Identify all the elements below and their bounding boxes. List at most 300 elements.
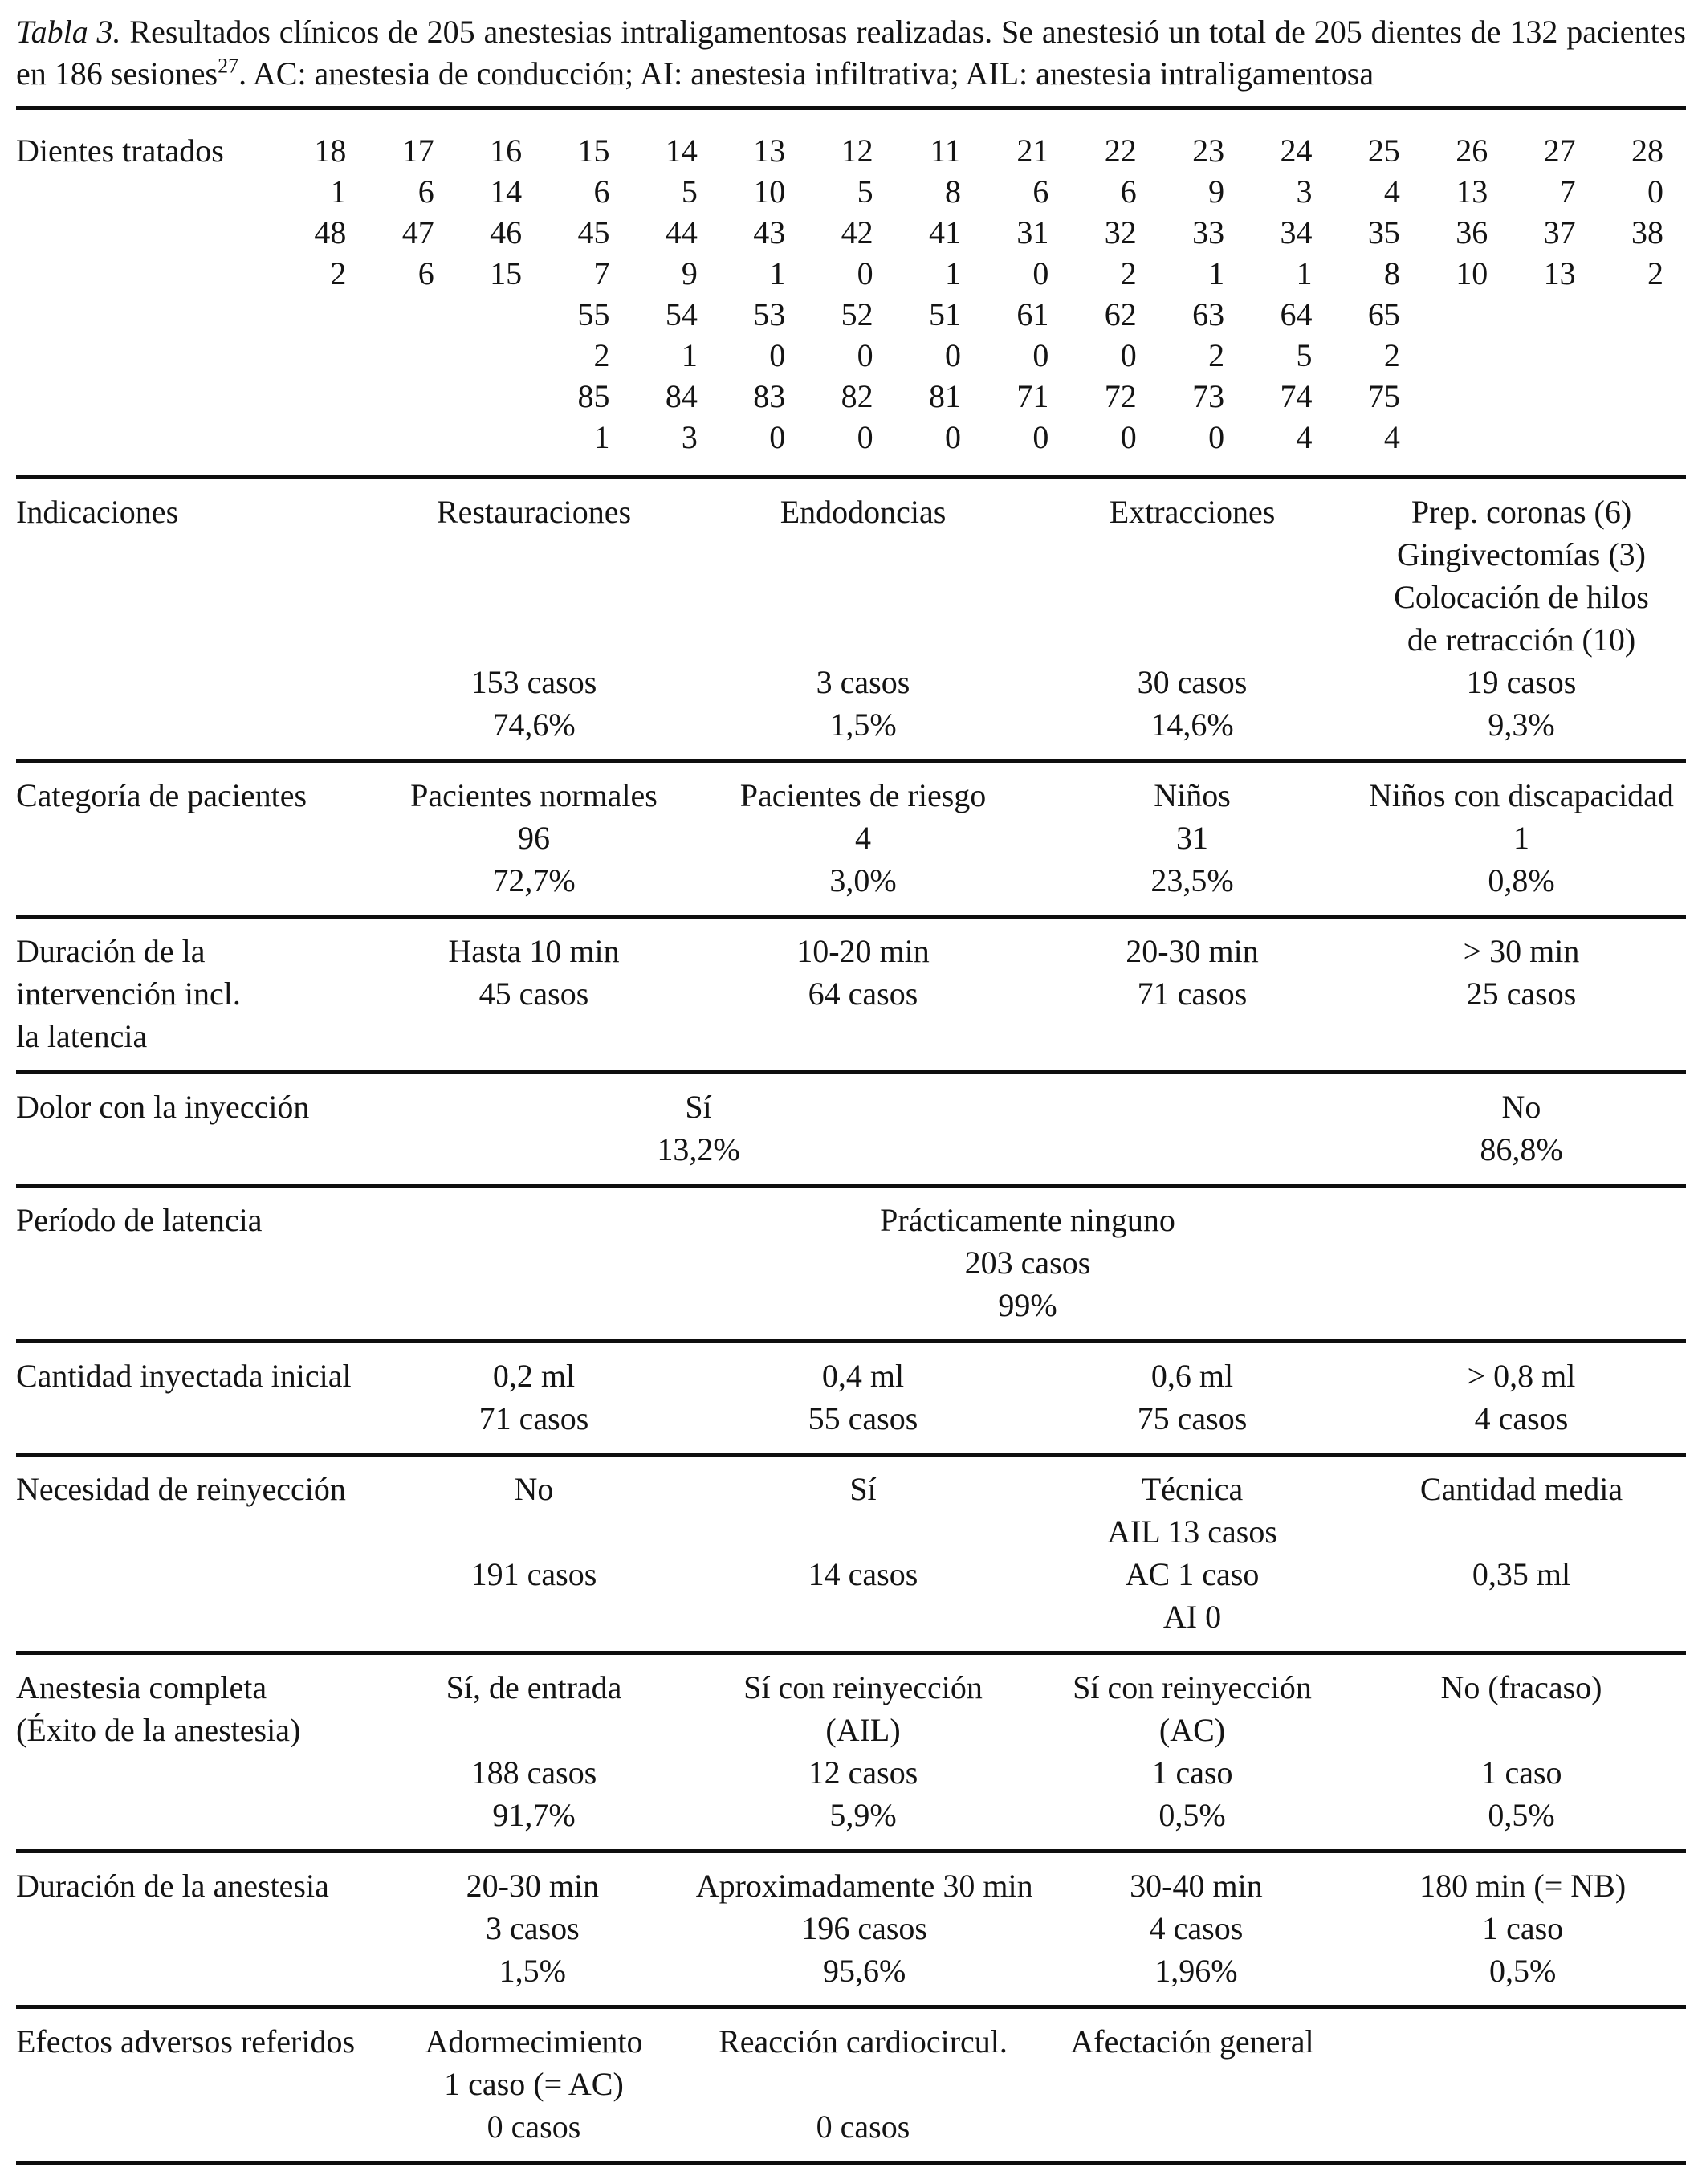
section-cell-line: 71 casos [478, 1400, 589, 1436]
section-label-line: Necesidad de reinyección [16, 1471, 346, 1507]
tooth-cell: 4 [1296, 419, 1313, 455]
section-cell-line: 1 caso [1482, 1910, 1564, 1946]
tooth-cell: 38 [1631, 214, 1663, 251]
section-cell-line [1357, 1595, 1686, 1638]
section-cell-line: AI 0 [1162, 1599, 1222, 1635]
section-column [698, 2020, 1028, 2148]
section-cell-line: 91,7% [492, 1797, 576, 1833]
tooth-cell [1423, 376, 1510, 417]
section-column [1357, 1666, 1686, 1836]
tooth-cell: 44 [665, 214, 698, 251]
tooth-cell: 85 [577, 378, 610, 414]
section-cell-line: 196 casos [801, 1910, 927, 1946]
tooth-cell: 23 [1192, 132, 1225, 169]
section-indicaciones [16, 479, 1686, 759]
section-cell-line: 0,5% [1488, 1797, 1555, 1833]
section-column [369, 1468, 698, 1638]
tooth-cell: 15 [490, 255, 523, 291]
section-label [16, 930, 369, 1057]
section-cell-line: Sí, de entrada [446, 1669, 622, 1705]
section-cell-line: Prácticamente ninguno [880, 1202, 1175, 1238]
tooth-cell: 0 [945, 419, 961, 455]
section-label-line: Dolor con la inyección [16, 1089, 310, 1125]
tooth-cell: 0 [857, 337, 873, 373]
tooth-cell: 55 [577, 296, 610, 332]
tooth-cell [1423, 417, 1510, 458]
section-cell-line: 55 casos [808, 1400, 918, 1436]
tooth-cell: 0 [1208, 419, 1225, 455]
tooth-cell: 65 [1367, 296, 1400, 332]
section-column [698, 491, 1028, 746]
section-label [16, 1666, 369, 1836]
tooth-cell: 37 [1543, 214, 1576, 251]
section-cell-line: Niños [1154, 777, 1231, 813]
tooth-cell: 45 [577, 214, 610, 251]
section-label [16, 2020, 369, 2148]
tooth-cell: 42 [841, 214, 873, 251]
tooth-cell: 2 [330, 255, 347, 291]
section-cell-line: Restauraciones [436, 494, 632, 530]
tooth-cell: 9 [681, 255, 698, 291]
tooth-cell: 0 [1032, 337, 1049, 373]
section-cell-line: Adormecimiento [425, 2023, 643, 2060]
tooth-cell: 35 [1367, 214, 1400, 251]
tooth-cell: 1 [769, 255, 786, 291]
tooth-cell: 15 [577, 132, 610, 169]
section-cell-line: 23,5% [1150, 862, 1234, 898]
section-anestesia-completa [16, 1655, 1686, 1849]
section-cell-line: 1 caso [1151, 1754, 1233, 1791]
section-column [696, 1864, 1033, 1992]
section-column [1357, 1468, 1686, 1638]
tooth-cell: 25 [1367, 132, 1400, 169]
section-cell-line: No [514, 1471, 554, 1507]
section-column [698, 1199, 1357, 1326]
section-cell-line: No [1501, 1089, 1541, 1125]
section-label [16, 1086, 369, 1171]
section-cell-line: Niños con discapacidad [1369, 777, 1674, 813]
section-cell-line [1357, 1510, 1686, 1553]
section-cell-line: 75 casos [1137, 1400, 1248, 1436]
section-cell-line: Reacción cardiocircul. [719, 2023, 1008, 2060]
section-column [1028, 774, 1357, 902]
tooth-cell: 0 [769, 419, 786, 455]
tooth-cell [1423, 294, 1510, 335]
tooth-cell: 61 [1016, 296, 1049, 332]
tooth-cell: 1 [1296, 255, 1313, 291]
section-cell-line [1028, 533, 1357, 576]
tooth-cell: 0 [1120, 337, 1137, 373]
tooth-cell: 26 [1456, 132, 1488, 169]
tooth-cell: 5 [681, 173, 698, 210]
tooth-cell: 0 [1032, 419, 1049, 455]
section-label-line: (Éxito de la anestesia) [16, 1712, 301, 1748]
section-cell-line: 180 min (= NB) [1419, 1868, 1627, 1904]
tooth-cell: 1 [681, 337, 698, 373]
tooth-cell: 43 [753, 214, 786, 251]
tooth-cell: 2 [1208, 337, 1225, 373]
tooth-cell: 0 [857, 419, 873, 455]
tooth-cell [1510, 335, 1598, 376]
section-cell-line: Sí [685, 1089, 712, 1125]
tooth-cell [281, 294, 368, 335]
section-column [1028, 930, 1357, 1057]
section-column [1357, 774, 1686, 902]
tooth-cell: 1 [945, 255, 961, 291]
tooth-cell [1598, 417, 1686, 458]
tooth-cell: 11 [930, 132, 961, 169]
section-column [1028, 1355, 1357, 1440]
tooth-cell: 9 [1208, 173, 1225, 210]
tooth-cell: 63 [1192, 296, 1225, 332]
section-column [1357, 1355, 1686, 1440]
section-cell-line: 31 [1176, 820, 1208, 856]
tooth-cell: 46 [490, 214, 523, 251]
section-categoria-de-pacientes [16, 763, 1686, 915]
section-label-line: la latencia [16, 1018, 148, 1054]
section-cell-line: Cantidad media [1419, 1471, 1623, 1507]
section-cell-line: Pacientes de riesgo [739, 777, 987, 813]
tooth-cell: 27 [1543, 132, 1576, 169]
section-column [698, 774, 1028, 902]
section-cell-line: 153 casos [470, 664, 597, 700]
section-cell-line: 0,5% [1488, 1953, 1557, 1989]
tooth-cell [281, 335, 368, 376]
section-column [1359, 1864, 1686, 1992]
tooth-cell [1598, 335, 1686, 376]
section-cell-line: AIL 13 casos [1107, 1514, 1277, 1550]
tooth-cell: 3 [681, 419, 698, 455]
section-cell-line: 0,35 ml [1472, 1556, 1571, 1592]
tooth-cell: 6 [1120, 173, 1137, 210]
section-column [369, 1864, 696, 1992]
tooth-cell [1598, 294, 1686, 335]
citation-superscript: 27 [218, 54, 239, 78]
tooth-cell: 2 [1647, 255, 1663, 291]
tooth-cell: 2 [1120, 255, 1137, 291]
section-cell-line: 72,7% [492, 862, 576, 898]
section-cell-line [1028, 618, 1357, 661]
section-label-line: Anestesia completa [16, 1669, 267, 1705]
tooth-cell: 22 [1104, 132, 1137, 169]
section-cell-line [698, 576, 1028, 618]
tooth-cell: 6 [593, 173, 610, 210]
section-cell-line: > 30 min [1463, 933, 1580, 969]
tooth-cell: 0 [857, 255, 873, 291]
section-label [16, 491, 369, 746]
tooth-cell: 32 [1104, 214, 1137, 251]
section-cantidad-inyectada-inicial [16, 1343, 1686, 1453]
section-cell-line: 0,2 ml [492, 1358, 576, 1394]
section-cell-line: 99% [998, 1287, 1057, 1323]
section-cell-line: 64 casos [808, 976, 918, 1012]
tooth-cell: 5 [857, 173, 873, 210]
section-column [369, 1355, 698, 1440]
tooth-cell: 7 [593, 255, 610, 291]
tooth-cell [1510, 376, 1598, 417]
tooth-cell [368, 376, 456, 417]
tooth-cell: 14 [665, 132, 698, 169]
section-cell-line: 4 casos [1149, 1910, 1244, 1946]
section-cell-line: 1,5% [499, 1953, 566, 1989]
table-caption [16, 11, 1686, 95]
tooth-cell: 6 [417, 255, 434, 291]
section-duracion-intervencion [16, 919, 1686, 1070]
tooth-cell: 47 [401, 214, 434, 251]
section-label-line: Categoría de pacientes [16, 777, 307, 813]
section-cell-line: 0 casos [816, 2109, 910, 2145]
section-cell-line: 10-20 min [796, 933, 930, 969]
section-cell-line: Sí [849, 1471, 877, 1507]
section-cell-line: 3,0% [829, 862, 897, 898]
section-cell-line: Colocación de hilos [1394, 579, 1649, 615]
tooth-cell: 53 [753, 296, 786, 332]
section-cell-line: Prep. coronas (6) [1411, 494, 1632, 530]
tooth-cell: 13 [1543, 255, 1576, 291]
section-cell-line: 45 casos [478, 976, 589, 1012]
tooth-cell: 0 [1032, 255, 1049, 291]
tooth-cell: 18 [314, 132, 347, 169]
tooth-cell: 14 [490, 173, 523, 210]
tooth-cell: 2 [593, 337, 610, 373]
tooth-cell [457, 417, 544, 458]
section-column [369, 1086, 1028, 1171]
tooth-cell: 0 [945, 337, 961, 373]
section-efectos-adversos [16, 2009, 1686, 2161]
tooth-cell [457, 335, 544, 376]
section-column [1033, 1864, 1360, 1992]
tooth-cell [1510, 417, 1598, 458]
tooth-cell: 64 [1280, 296, 1313, 332]
tooth-cell: 8 [1383, 255, 1400, 291]
section-column [698, 1355, 1028, 1440]
section-dolor-con-inyeccion [16, 1074, 1686, 1184]
tooth-cell: 24 [1280, 132, 1313, 169]
table-caption-number: Tabla 3. [16, 14, 121, 50]
section-column [369, 491, 698, 746]
section-column [1028, 491, 1357, 746]
section-column [1028, 1666, 1357, 1836]
section-cell-line: 86,8% [1480, 1131, 1563, 1167]
section-cell-line [369, 576, 698, 618]
section-cell-line: 1 caso (= AC) [444, 2066, 624, 2102]
tooth-cell: 1 [1208, 255, 1225, 291]
tooth-cell: 51 [929, 296, 961, 332]
tooth-cell: 10 [1456, 255, 1488, 291]
tooth-cell [281, 417, 368, 458]
section-label-line: Duración de la [16, 933, 206, 969]
tooth-cell [1598, 376, 1686, 417]
section-cell-line: 0 casos [487, 2109, 581, 2145]
tooth-cell: 36 [1456, 214, 1488, 251]
section-periodo-de-latencia [16, 1188, 1686, 1339]
section-cell-line: 188 casos [470, 1754, 597, 1791]
section-cell-line: 12 casos [808, 1754, 918, 1791]
section-cell-line: 14,6% [1150, 707, 1234, 743]
section-cell-line [698, 618, 1028, 661]
tooth-cell: 5 [1296, 337, 1313, 373]
section-cell-line: (AIL) [825, 1712, 901, 1748]
section-cell-line: 1,96% [1154, 1953, 1238, 1989]
section-cell-line: 13,2% [657, 1131, 740, 1167]
tooth-cell: 4 [1383, 419, 1400, 455]
section-cell-line: Extracciones [1109, 494, 1276, 530]
tooth-cell: 8 [945, 173, 961, 210]
section-cell-line: 19 casos [1466, 664, 1577, 700]
tooth-cell [368, 417, 456, 458]
section-label [16, 1864, 369, 1992]
section-cell-line: Sí con reinyección [743, 1669, 983, 1705]
section-cell-line [698, 1595, 1028, 1638]
section-label [16, 1199, 369, 1326]
section-cell-line: 71 casos [1137, 976, 1248, 1012]
section-cell-line [369, 1709, 698, 1751]
section-cell-line: 1 [1513, 820, 1529, 856]
tooth-cell: 82 [841, 378, 873, 414]
section-column [1357, 1086, 1686, 1171]
tooth-cell: 10 [753, 173, 786, 210]
tooth-cell [457, 376, 544, 417]
section-cell-line: 74,6% [492, 707, 576, 743]
tooth-cell: 16 [490, 132, 523, 169]
section-cell-line: 3 casos [816, 664, 910, 700]
tooth-cell: 52 [841, 296, 873, 332]
section-cell-line: 14 casos [808, 1556, 918, 1592]
section-cell-line: Hasta 10 min [448, 933, 620, 969]
tooth-cell: 84 [665, 378, 698, 414]
section-column [1028, 1468, 1357, 1638]
section-cell-line [1028, 2105, 1357, 2148]
tooth-cell [281, 376, 368, 417]
tooth-cell: 7 [1559, 173, 1576, 210]
tooth-cell: 4 [1383, 173, 1400, 210]
section-cell-line: 96 [518, 820, 550, 856]
section-label [16, 1468, 369, 1638]
section-label-line: Cantidad inyectada inicial [16, 1358, 352, 1394]
section-cell-line [1028, 2063, 1357, 2105]
tooth-cell: 21 [1016, 132, 1049, 169]
section-cell-line [369, 1595, 698, 1638]
tooth-cell: 62 [1104, 296, 1137, 332]
section-cell-line: 0,4 ml [821, 1358, 905, 1394]
section-cell-line [369, 618, 698, 661]
tooth-cell: 34 [1280, 214, 1313, 251]
section-column [369, 2020, 698, 2148]
section-cell-line: 0,6 ml [1150, 1358, 1234, 1394]
section-cell-line: 25 casos [1466, 976, 1577, 1012]
tooth-cell [368, 294, 456, 335]
tooth-cell: 0 [1647, 173, 1663, 210]
tooth-cell: 71 [1016, 378, 1049, 414]
section-cell-line: 20-30 min [466, 1868, 600, 1904]
section-cell-line [698, 533, 1028, 576]
tooth-cell: 12 [841, 132, 873, 169]
tooth-cell: 13 [753, 132, 786, 169]
tooth-cell [1423, 335, 1510, 376]
section-cell-line: 4 [855, 820, 871, 856]
tooth-cell: 72 [1104, 378, 1137, 414]
section-cell-line [698, 2063, 1028, 2105]
section-label-line: Efectos adversos referidos [16, 2023, 356, 2060]
section-duracion-de-la-anestesia [16, 1853, 1686, 2005]
tooth-cell: 13 [1456, 173, 1488, 210]
section-label [16, 1355, 369, 1440]
section-cell-line: de retracción (10) [1407, 621, 1636, 658]
table-caption-abbreviations: . AC: anestesia de conducción; AI: anestesia infiltrativa; AIL: anestesia intraligamentosa [238, 55, 1374, 92]
section-cell-line: 95,6% [822, 1953, 906, 1989]
teeth-grid [16, 110, 1686, 475]
section-cell-line: 1,5% [829, 707, 897, 743]
tooth-cell: 1 [593, 419, 610, 455]
sections [16, 479, 1686, 2165]
section-label-line: intervención incl. [16, 976, 241, 1012]
tooth-cell: 81 [929, 378, 961, 414]
section-cell-line: 30-40 min [1130, 1868, 1263, 1904]
tooth-cell: 73 [1192, 378, 1225, 414]
tooth-cell: 0 [769, 337, 786, 373]
section-cell-line: Sí con reinyección [1073, 1669, 1312, 1705]
tooth-cell: 74 [1280, 378, 1313, 414]
tooth-cell: 6 [417, 173, 434, 210]
section-cell-line: > 0,8 ml [1467, 1358, 1576, 1394]
tooth-cell: 2 [1383, 337, 1400, 373]
section-cell-line [369, 533, 698, 576]
tooth-cell: 3 [1296, 173, 1313, 210]
section-cell-line: 3 casos [486, 1910, 580, 1946]
section-cell-line: Pacientes normales [410, 777, 658, 813]
section-cell-line: 0,5% [1158, 1797, 1226, 1833]
section-cell-line: 1 caso [1480, 1754, 1562, 1791]
tooth-cell: 28 [1631, 132, 1663, 169]
tooth-cell: 1 [330, 173, 347, 210]
section-cell-line: 203 casos [964, 1245, 1091, 1281]
section-cell-line: (AC) [1158, 1712, 1226, 1748]
section-label-line: Indicaciones [16, 494, 179, 530]
tooth-cell [457, 294, 544, 335]
tooth-cell: 6 [1032, 173, 1049, 210]
section-cell-line: AC 1 caso [1125, 1556, 1260, 1592]
section-column [1357, 491, 1686, 746]
section-cell-line [1028, 576, 1357, 618]
section-cell-line: 4 casos [1474, 1400, 1569, 1436]
teeth-section-label: Dientes tratados [16, 132, 224, 169]
section-cell-line [369, 1510, 698, 1553]
section-cell-line [698, 1510, 1028, 1553]
tooth-cell: 41 [929, 214, 961, 251]
section-cell-line: Técnica [1141, 1471, 1244, 1507]
section-label-line: Duración de la anestesia [16, 1868, 329, 1904]
section-cell-line: 9,3% [1488, 707, 1555, 743]
section-cell-line: 0,8% [1488, 862, 1555, 898]
section-label-line: Período de latencia [16, 1202, 263, 1238]
section-column [698, 1468, 1028, 1638]
section-cell-line: No (fracaso) [1440, 1669, 1602, 1705]
tooth-cell: 0 [1120, 419, 1137, 455]
tooth-cell: 83 [753, 378, 786, 414]
tooth-cell: 31 [1016, 214, 1049, 251]
section-column [369, 774, 698, 902]
tooth-cell [368, 335, 456, 376]
tooth-cell: 54 [665, 296, 698, 332]
section-column [369, 1666, 698, 1836]
section-column [698, 930, 1028, 1057]
tooth-cell: 75 [1367, 378, 1400, 414]
section-cell-line: Endodoncias [780, 494, 947, 530]
section-label [16, 774, 369, 902]
table-caption-text: Resultados clínicos de 205 anestesias intraligamentosas realizadas. Se anestesió un total de 205 dientes de 132 pacientes en 186 sesiones [16, 14, 1686, 92]
section-cell-line: 5,9% [829, 1797, 897, 1833]
tooth-cell: 48 [314, 214, 347, 251]
